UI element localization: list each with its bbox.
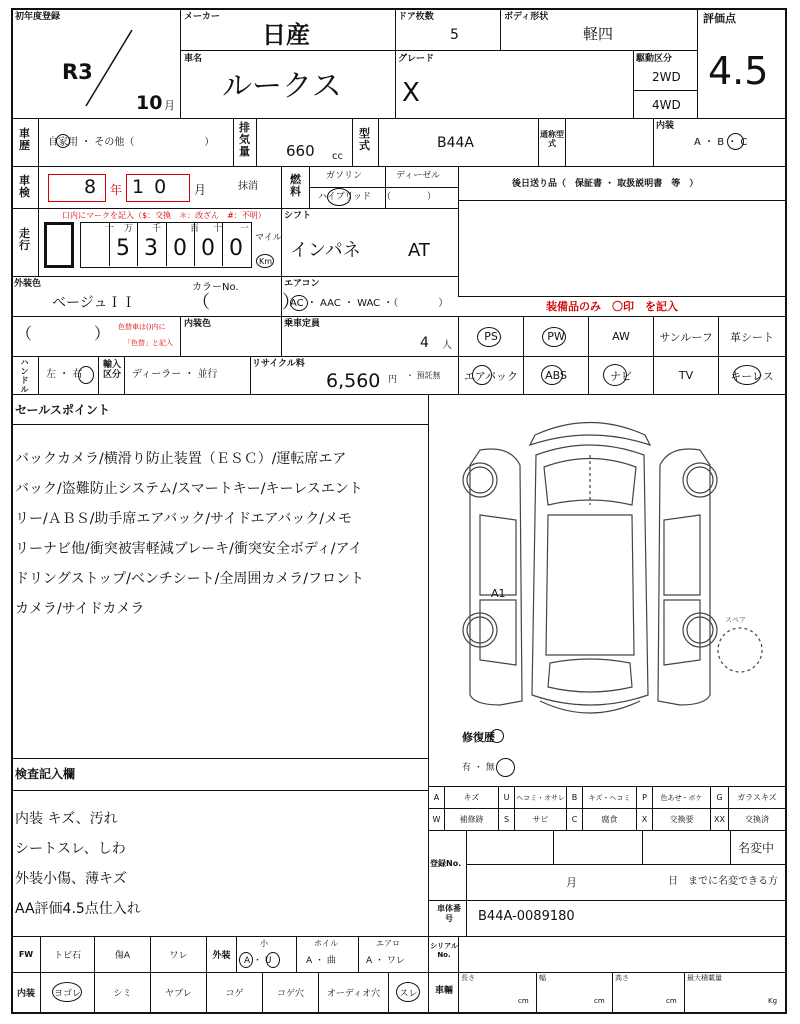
- legend-desc: キズ・ヘコミ: [588, 793, 631, 802]
- equip-abs: ABS: [545, 369, 567, 382]
- legend-desc: サビ: [532, 815, 549, 824]
- width-label: 幅: [539, 974, 546, 982]
- selection-circle: [78, 366, 94, 384]
- selection-circle: [541, 365, 563, 385]
- unit-mile: マイル: [255, 233, 282, 243]
- interior-item: ヤブレ: [165, 989, 192, 999]
- selection-circle: [542, 327, 566, 347]
- legend-code: C: [571, 815, 578, 824]
- recycle-status: ・ 預託無: [406, 371, 441, 380]
- interior-grade-label: 内装: [656, 121, 675, 131]
- selection-circle: [496, 758, 515, 777]
- handle-value: 左 ・ 右: [46, 369, 83, 380]
- interior-item: ヨゴレ: [53, 989, 81, 999]
- selection-circle: [490, 729, 504, 743]
- sales-line: カメラ/サイドカメラ: [15, 601, 145, 617]
- fuel-other: （ ）: [382, 192, 437, 202]
- import-value: ディーラー ・ 並行: [132, 369, 218, 380]
- inspection-lines: [15, 804, 425, 924]
- registration-label: 登録No.: [430, 859, 462, 868]
- selection-circle: [266, 952, 280, 968]
- mileage-label: 走行: [19, 227, 30, 252]
- exterior-color-value: ベージュＩＩ: [52, 295, 136, 311]
- selection-circle: [56, 134, 70, 148]
- equip-navi: ナビ: [610, 369, 632, 383]
- maker-label: メーカー: [184, 12, 220, 22]
- score-label: 評価点: [703, 12, 736, 25]
- first-reg-label: 初年度登録: [15, 12, 61, 22]
- body-value: 軽四: [583, 25, 614, 43]
- fuel-label: 燃料: [290, 173, 301, 198]
- drive-label: 駆動区分: [636, 54, 673, 64]
- fuel-hybrid: ハイブリッド: [318, 192, 372, 202]
- equip-airbag: エアバック: [463, 369, 519, 383]
- vehicle-number-label: 車体番号: [437, 904, 461, 923]
- interior-item: オーディオ穴: [326, 989, 381, 999]
- shift-type: AT: [408, 240, 430, 261]
- displacement-unit: cc: [332, 151, 343, 162]
- equip-pw: PW: [547, 330, 565, 343]
- first-reg-month-unit: 月: [164, 99, 175, 112]
- type-label: 型式: [359, 127, 370, 152]
- equip-leather: 革シート: [730, 330, 774, 344]
- year-unit: 年: [110, 183, 123, 197]
- repair-value: 有 ・ 無: [462, 763, 495, 773]
- vehicle-number: B44A-0089180: [478, 909, 575, 924]
- erased-label: 抹消: [238, 181, 258, 192]
- selection-circle: [239, 952, 253, 968]
- legend-code: X: [641, 815, 648, 824]
- color-no-value: （ ）: [192, 292, 300, 313]
- height-unit: cm: [666, 997, 677, 1005]
- selection-circle: [727, 133, 744, 150]
- interior-item: コゲ: [225, 989, 244, 999]
- body-label: ボディ形状: [504, 12, 549, 22]
- mileage-digit-5: 0: [201, 236, 215, 261]
- fw-item: 傷A: [114, 951, 131, 961]
- sales-lines: [15, 444, 425, 624]
- doors-value: 5: [450, 27, 459, 43]
- fuel-gasoline: ガソリン: [326, 171, 363, 181]
- month-unit: 月: [194, 183, 207, 197]
- inspection-line: 内装 キズ、汚れ: [15, 811, 118, 827]
- selection-circle: [290, 295, 308, 311]
- interior-color-label: 内装色: [184, 319, 212, 329]
- displacement-value: 660: [286, 142, 315, 160]
- first-reg-month: 10: [136, 92, 163, 114]
- inspection-line: AA評価4.5点仕入れ: [15, 901, 141, 917]
- fw-item: トビ石: [53, 951, 81, 961]
- shaken-year: 8: [84, 176, 97, 198]
- damage-mark: A1: [491, 587, 506, 600]
- unit-km: Km: [259, 257, 273, 266]
- model-value: ルークス: [222, 69, 342, 104]
- legend-desc: 交換済: [745, 815, 769, 824]
- interior-item: スレ: [399, 989, 418, 999]
- change-paren-open: （: [16, 324, 33, 343]
- legend-desc: 交換要: [669, 815, 694, 824]
- legend-desc: キズ: [463, 793, 480, 802]
- wheel-label: ホイル: [314, 939, 338, 948]
- length-unit: cm: [518, 997, 529, 1005]
- unit-ju: 十: [213, 224, 223, 234]
- doors-label: ドア枚数: [398, 12, 434, 22]
- history-label: 車歴: [19, 127, 30, 152]
- shaken-month: 10: [132, 176, 177, 198]
- inspection-line: シートスレ、しわ: [15, 841, 126, 857]
- sales-line: リーナビ他/衝突被害軽減ブレーキ/衝突安全ボディ/アイ: [15, 541, 363, 557]
- mileage-digit-4: 0: [173, 236, 187, 261]
- first-reg-era: R3: [62, 60, 93, 84]
- legend-desc: ガラスキズ: [737, 793, 777, 802]
- interior-grade-value: A ・ B ・ C: [694, 137, 748, 148]
- shaken-year-box: [48, 174, 106, 202]
- sales-line: リー/ＡＢＳ/助手席エアバック/サイドエアバック/メモ: [15, 511, 353, 527]
- fuel-diesel: ディーゼル: [396, 171, 441, 181]
- registration-day-text: 日 までに名変できる方: [668, 876, 778, 887]
- unit-juman: 十: [105, 224, 115, 234]
- history-value: 自家用 ・ その他（ ）: [48, 137, 215, 148]
- displacement-label: 排気量: [239, 121, 250, 158]
- mileage-digit-3: 3: [144, 236, 158, 261]
- score-value: 4.5: [708, 49, 769, 93]
- legend-code: A: [433, 793, 440, 802]
- selection-circle: [733, 365, 761, 385]
- interior-item: コゲ穴: [276, 989, 304, 999]
- wheel-value: A ・ 曲: [306, 956, 336, 966]
- weight-label: 最大積載量: [687, 974, 722, 982]
- common-type-label: 通称型式: [540, 130, 564, 148]
- recycle-unit: 円: [388, 375, 398, 385]
- interior-label: 内装: [16, 989, 35, 999]
- sales-line: バック/盗難防止システム/スマートキー/キーレスエント: [15, 481, 363, 497]
- selection-circle: [396, 982, 420, 1002]
- maker-value: 日産: [262, 21, 310, 49]
- grade-value: X: [402, 78, 420, 108]
- capacity-label: 乗車定員: [284, 319, 321, 329]
- selection-circle: [52, 982, 82, 1002]
- legend-code: G: [716, 793, 723, 802]
- width-unit: cm: [594, 997, 605, 1005]
- legend-desc: ヘコミ・オサレ: [516, 793, 565, 802]
- aero-value: A ・ ワレ: [366, 956, 405, 966]
- drive-option-4wd: 4WD: [652, 98, 681, 112]
- interior-item: シミ: [113, 989, 132, 999]
- serial-label: シリアルNo.: [430, 942, 458, 959]
- change-note-2: 「色替」と記入: [124, 339, 173, 347]
- spare-label: スペア: [725, 616, 746, 624]
- legend-desc: 色あせ・ボケ: [660, 793, 703, 802]
- equip-ps: PS: [484, 330, 498, 343]
- change-note-1: 色替車は()内に: [118, 323, 166, 331]
- slash-divider: [80, 28, 140, 108]
- fw-item: ワレ: [169, 951, 188, 961]
- later-items-label: 後日送り品（ 保証書 ・ 取扱説明書 等 ）: [512, 179, 699, 189]
- legend-code: P: [642, 793, 647, 802]
- equip-keyless: キーレス: [730, 369, 774, 383]
- exterior-color-label: 外装色: [14, 279, 42, 289]
- unit-man: 万: [124, 224, 134, 234]
- change-paren-close: ）: [94, 324, 111, 343]
- recycle-label: リサイクル料: [252, 359, 305, 369]
- weight-unit: Kg: [768, 997, 778, 1005]
- shift-value: インパネ: [290, 240, 361, 261]
- sales-line: ドリングストップ/ベンチシート/全周囲カメラ/フロント: [15, 571, 365, 587]
- sales-line: バックカメラ/横滑り防止装置（ＥＳＣ）/運転席エア: [15, 451, 347, 467]
- unit-hyaku: 百: [190, 224, 200, 234]
- legend-desc: 補修跡: [459, 815, 484, 824]
- shift-label: シフト: [284, 211, 312, 221]
- import-label: 輸入区分: [102, 360, 121, 380]
- mileage-note: 口内にマークを記入（$：交換 ＊：改ざん #：不明）: [62, 211, 266, 220]
- registration-month: 月: [566, 876, 577, 889]
- inspection-title: 検査記入欄: [15, 767, 76, 781]
- grade-label: グレード: [398, 54, 435, 64]
- color-no-label: カラーNo.: [192, 282, 239, 293]
- mileage-digit-2: 5: [116, 236, 130, 261]
- equip-tv: TV: [678, 369, 694, 382]
- model-label: 車名: [184, 54, 203, 64]
- aero-label: エアロ: [376, 939, 400, 948]
- shaken-label: 車検: [19, 174, 30, 199]
- small-label: 小: [260, 939, 268, 948]
- mileage-digit-6: 0: [229, 236, 243, 261]
- height-label: 高さ: [615, 974, 629, 982]
- name-change-label: 名変中: [738, 841, 775, 855]
- capacity-unit: 人: [442, 340, 452, 351]
- equip-sunroof: サンルーフ: [659, 330, 713, 344]
- aircon-value: AC ・ AAC ・ WAC ・（ ）: [290, 298, 449, 309]
- drive-option-2wd: 2WD: [652, 70, 681, 84]
- legend-code: XX: [714, 815, 725, 824]
- exterior-small-label: 外装: [212, 951, 231, 961]
- legend-code: U: [503, 793, 510, 802]
- selection-circle: [477, 327, 501, 347]
- length-label: 長さ: [461, 974, 475, 982]
- type-value: B44A: [437, 135, 474, 151]
- selection-circle: [603, 364, 627, 386]
- small-value: A ・ U: [244, 956, 272, 966]
- selection-circle: [256, 254, 274, 268]
- recycle-amount: 6,560: [326, 370, 381, 392]
- equipment-title: 装備品のみ 〇印 を記入: [546, 300, 678, 313]
- handle-label: ハンドル: [20, 358, 29, 394]
- legend-code: S: [503, 815, 510, 824]
- unit-sen: 千: [152, 224, 162, 234]
- fw-label: FW: [18, 950, 34, 959]
- legend-code: W: [432, 815, 441, 824]
- legend-desc: 腐食: [601, 815, 618, 824]
- inspection-line: 外装小傷、薄キズ: [15, 871, 127, 887]
- legend-code: B: [571, 793, 578, 802]
- mileage-mark-box: [44, 222, 74, 268]
- size-label: 車輛: [434, 986, 453, 996]
- selection-circle: [472, 365, 492, 385]
- capacity-value: 4: [420, 335, 429, 351]
- equip-aw: AW: [612, 330, 630, 343]
- aircon-label: エアコン: [284, 279, 320, 289]
- repair-label: 修復歴: [462, 731, 495, 744]
- selection-circle: [327, 188, 351, 206]
- unit-ichi: 一: [240, 224, 250, 234]
- car-outline: [440, 405, 780, 735]
- sales-title: セールスポイント: [15, 403, 110, 417]
